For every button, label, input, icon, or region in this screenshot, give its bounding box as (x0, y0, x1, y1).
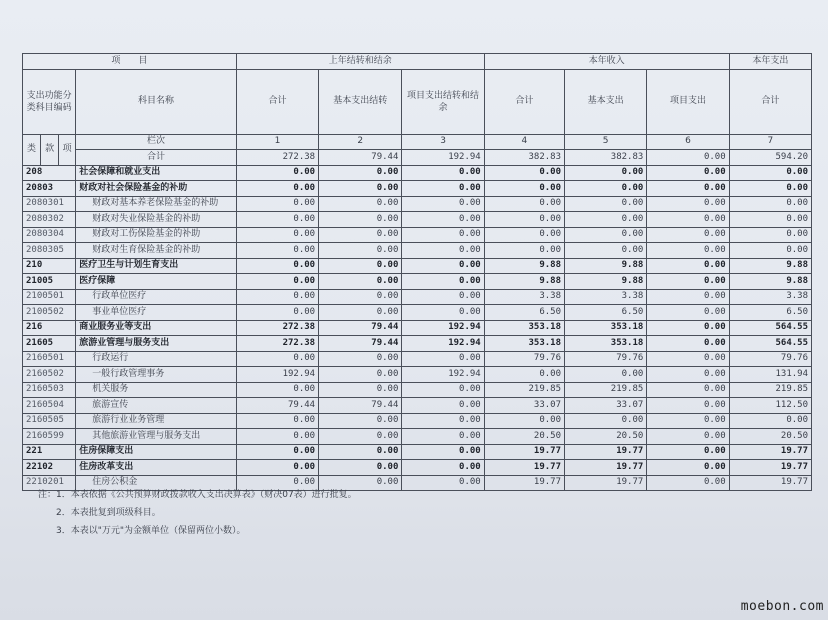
row-name: 旅游业管理与服务支出 (76, 336, 237, 352)
row-value: 0.00 (236, 444, 318, 460)
row-value: 192.94 (402, 336, 484, 352)
row-value: 0.00 (402, 212, 484, 228)
row-code: 21605 (23, 336, 76, 352)
table-row (23, 196, 812, 212)
row-value: 192.94 (402, 320, 484, 336)
row-value: 0.00 (729, 243, 811, 259)
row-value: 0.00 (729, 413, 811, 429)
row-value: 0.00 (484, 196, 564, 212)
total-label: 合计 (76, 150, 237, 166)
row-value: 79.76 (729, 351, 811, 367)
row-name: 财政对生育保险基金的补助 (76, 243, 237, 259)
row-value: 0.00 (236, 351, 318, 367)
row-value: 19.77 (484, 475, 564, 491)
header-col-5: 基本支出 (565, 69, 647, 134)
row-value: 131.94 (729, 367, 811, 383)
row-value: 0.00 (484, 227, 564, 243)
row-value: 0.00 (402, 351, 484, 367)
row-value: 0.00 (402, 305, 484, 321)
total-cell: 192.94 (402, 150, 484, 166)
row-value: 0.00 (647, 196, 729, 212)
row-value: 79.44 (319, 398, 402, 414)
row-value: 0.00 (647, 181, 729, 197)
row-value: 0.00 (402, 243, 484, 259)
table-row (23, 165, 812, 181)
row-value: 0.00 (565, 196, 647, 212)
row-value: 0.00 (319, 212, 402, 228)
row-name: 医疗保障 (76, 274, 237, 290)
row-value: 0.00 (647, 444, 729, 460)
table-row (23, 227, 812, 243)
row-name: 一般行政管理事务 (76, 367, 237, 383)
header-col-2: 基本支出结转 (319, 69, 402, 134)
row-value: 6.50 (729, 305, 811, 321)
row-value: 0.00 (402, 460, 484, 476)
row-value: 0.00 (402, 413, 484, 429)
table-row (23, 181, 812, 197)
header-income: 本年收入 (484, 54, 729, 70)
col-num-5: 5 (565, 134, 647, 150)
row-value: 79.44 (236, 398, 318, 414)
row-value: 0.00 (647, 320, 729, 336)
table-row (23, 336, 812, 352)
row-value: 0.00 (236, 429, 318, 445)
row-value: 0.00 (402, 475, 484, 491)
row-name: 住房公积金 (76, 475, 237, 491)
row-value: 19.77 (484, 444, 564, 460)
row-value: 0.00 (319, 227, 402, 243)
row-value: 0.00 (647, 243, 729, 259)
col-num-3: 3 (402, 134, 484, 150)
row-value: 0.00 (484, 413, 564, 429)
row-value: 0.00 (319, 460, 402, 476)
row-code: 221 (23, 444, 76, 460)
row-value: 0.00 (319, 243, 402, 259)
table-row (23, 258, 812, 274)
row-value: 0.00 (319, 367, 402, 383)
table-row (23, 243, 812, 259)
row-value: 0.00 (236, 243, 318, 259)
row-value: 0.00 (729, 227, 811, 243)
row-value: 0.00 (729, 196, 811, 212)
table-row (23, 444, 812, 460)
row-value: 0.00 (236, 413, 318, 429)
row-value: 0.00 (565, 212, 647, 228)
row-code: 2100501 (23, 289, 76, 305)
notes (38, 486, 357, 540)
row-name: 旅游宣传 (76, 398, 237, 414)
row-value: 0.00 (647, 227, 729, 243)
row-value: 353.18 (484, 336, 564, 352)
row-value: 0.00 (565, 165, 647, 181)
row-value: 0.00 (402, 165, 484, 181)
row-value: 0.00 (647, 367, 729, 383)
row-value: 0.00 (402, 227, 484, 243)
row-value: 0.00 (402, 181, 484, 197)
row-value: 0.00 (236, 196, 318, 212)
header-col-7: 合计 (729, 69, 811, 134)
row-code: 21005 (23, 274, 76, 290)
row-name: 旅游行业业务管理 (76, 413, 237, 429)
row-value: 0.00 (647, 475, 729, 491)
row-value: 33.07 (484, 398, 564, 414)
row-value: 19.77 (565, 444, 647, 460)
row-value: 564.55 (729, 336, 811, 352)
row-code: 2080302 (23, 212, 76, 228)
row-value: 0.00 (647, 460, 729, 476)
table-row (23, 367, 812, 383)
col-num-2: 2 (319, 134, 402, 150)
row-value: 0.00 (236, 475, 318, 491)
row-value: 79.44 (319, 320, 402, 336)
row-code: 2160505 (23, 413, 76, 429)
row-value: 0.00 (647, 336, 729, 352)
row-value: 19.77 (484, 460, 564, 476)
row-code: 2160502 (23, 367, 76, 383)
row-name: 住房改革支出 (76, 460, 237, 476)
budget-table (22, 53, 812, 491)
row-name: 财政对失业保险基金的补助 (76, 212, 237, 228)
row-value: 0.00 (647, 258, 729, 274)
table-row (23, 413, 812, 429)
row-value: 79.44 (319, 336, 402, 352)
row-value: 0.00 (236, 212, 318, 228)
row-code: 2160503 (23, 382, 76, 398)
row-value: 20.50 (484, 429, 564, 445)
row-value: 0.00 (319, 382, 402, 398)
header-code-label: 支出功能分类科目编码 (23, 69, 76, 134)
row-value: 0.00 (484, 212, 564, 228)
note-line: 3．本表以"万元"为金额单位（保留两位小数）。 (56, 526, 246, 536)
row-value: 272.38 (236, 336, 318, 352)
row-code: 210 (23, 258, 76, 274)
table-row (23, 398, 812, 414)
row-value: 0.00 (402, 398, 484, 414)
row-value: 0.00 (402, 289, 484, 305)
row-value: 0.00 (565, 181, 647, 197)
row-value: 19.77 (729, 444, 811, 460)
row-name: 财政对社会保险基金的补助 (76, 181, 237, 197)
row-value: 192.94 (236, 367, 318, 383)
row-value: 9.88 (484, 258, 564, 274)
row-value: 0.00 (565, 367, 647, 383)
row-value: 0.00 (319, 429, 402, 445)
row-code: 2160501 (23, 351, 76, 367)
row-value: 19.77 (565, 475, 647, 491)
row-code: 216 (23, 320, 76, 336)
row-value: 3.38 (729, 289, 811, 305)
row-value: 353.18 (565, 336, 647, 352)
row-value: 0.00 (729, 212, 811, 228)
row-code: 208 (23, 165, 76, 181)
row-code: 2160599 (23, 429, 76, 445)
row-value: 0.00 (484, 367, 564, 383)
row-value: 9.88 (484, 274, 564, 290)
row-value: 0.00 (319, 181, 402, 197)
row-value: 0.00 (647, 165, 729, 181)
row-name: 医疗卫生与计划生育支出 (76, 258, 237, 274)
row-value: 0.00 (236, 382, 318, 398)
table-row (23, 460, 812, 476)
header-last-year: 上年结转和结余 (236, 54, 484, 70)
row-value: 9.88 (729, 258, 811, 274)
header-expense: 本年支出 (729, 54, 811, 70)
row-value: 219.85 (484, 382, 564, 398)
row-value: 0.00 (236, 274, 318, 290)
row-value: 564.55 (729, 320, 811, 336)
row-value: 0.00 (319, 165, 402, 181)
row-code: 2210201 (23, 475, 76, 491)
table-row (23, 382, 812, 398)
header-xiang: 项 (59, 134, 76, 165)
header-xiangmu: 项 目 (23, 54, 237, 70)
row-value: 112.50 (729, 398, 811, 414)
row-value: 3.38 (484, 289, 564, 305)
table-row (23, 429, 812, 445)
row-code: 2160504 (23, 398, 76, 414)
row-name: 社会保障和就业支出 (76, 165, 237, 181)
row-value: 3.38 (565, 289, 647, 305)
row-value: 0.00 (319, 196, 402, 212)
row-value: 0.00 (402, 258, 484, 274)
row-value: 0.00 (647, 351, 729, 367)
row-value: 272.38 (236, 320, 318, 336)
row-value: 9.88 (729, 274, 811, 290)
row-value: 0.00 (236, 227, 318, 243)
row-code: 2080304 (23, 227, 76, 243)
row-value: 0.00 (402, 274, 484, 290)
row-value: 0.00 (647, 398, 729, 414)
watermark: moebon.com (740, 599, 824, 614)
col-num-7: 7 (729, 134, 811, 150)
row-value: 192.94 (402, 367, 484, 383)
row-value: 0.00 (484, 165, 564, 181)
row-value: 219.85 (729, 382, 811, 398)
row-value: 20.50 (565, 429, 647, 445)
row-value: 6.50 (565, 305, 647, 321)
header-lanci: 栏次 (76, 134, 237, 150)
row-value: 0.00 (402, 196, 484, 212)
row-value: 0.00 (565, 243, 647, 259)
row-code: 2080305 (23, 243, 76, 259)
total-cell: 272.38 (236, 150, 318, 166)
row-value: 20.50 (729, 429, 811, 445)
table-row (23, 212, 812, 228)
table-row (23, 351, 812, 367)
row-code: 22102 (23, 460, 76, 476)
total-cell: 382.83 (565, 150, 647, 166)
row-value: 19.77 (565, 460, 647, 476)
col-num-6: 6 (647, 134, 729, 150)
header-col-3: 项目支出结转和结余 (402, 69, 484, 134)
row-value: 0.00 (402, 444, 484, 460)
row-value: 0.00 (647, 413, 729, 429)
row-value: 0.00 (565, 413, 647, 429)
row-value: 0.00 (647, 212, 729, 228)
row-value: 0.00 (319, 274, 402, 290)
row-value: 79.76 (565, 351, 647, 367)
row-value: 6.50 (484, 305, 564, 321)
note-line: 2．本表批复到项级科目。 (56, 508, 161, 518)
row-value: 0.00 (319, 444, 402, 460)
row-value: 0.00 (402, 382, 484, 398)
row-name: 财政对基本养老保险基金的补助 (76, 196, 237, 212)
row-name: 住房保障支出 (76, 444, 237, 460)
row-value: 0.00 (647, 305, 729, 321)
row-name: 财政对工伤保险基金的补助 (76, 227, 237, 243)
row-value: 0.00 (236, 305, 318, 321)
row-name: 机关服务 (76, 382, 237, 398)
header-lei: 类 (23, 134, 41, 165)
row-code: 2080301 (23, 196, 76, 212)
row-name: 事业单位医疗 (76, 305, 237, 321)
row-code: 20803 (23, 181, 76, 197)
row-value: 0.00 (319, 475, 402, 491)
row-value: 0.00 (647, 429, 729, 445)
row-value: 0.00 (647, 382, 729, 398)
row-value: 0.00 (236, 181, 318, 197)
row-value: 0.00 (729, 165, 811, 181)
header-name-label: 科目名称 (76, 69, 237, 134)
row-name: 商业服务业等支出 (76, 320, 237, 336)
row-name: 其他旅游业管理与服务支出 (76, 429, 237, 445)
row-value: 0.00 (236, 289, 318, 305)
total-cell: 0.00 (647, 150, 729, 166)
total-row (23, 150, 812, 166)
table-row (23, 289, 812, 305)
row-value: 353.18 (484, 320, 564, 336)
col-num-4: 4 (484, 134, 564, 150)
row-value: 19.77 (729, 475, 811, 491)
table-row (23, 305, 812, 321)
row-value: 0.00 (484, 243, 564, 259)
row-value: 19.77 (729, 460, 811, 476)
row-value: 0.00 (565, 227, 647, 243)
table-row (23, 320, 812, 336)
row-value: 0.00 (319, 351, 402, 367)
total-cell: 382.83 (484, 150, 564, 166)
header-kuan: 款 (41, 134, 59, 165)
row-name: 行政单位医疗 (76, 289, 237, 305)
row-value: 219.85 (565, 382, 647, 398)
row-value: 0.00 (236, 460, 318, 476)
row-value: 0.00 (402, 429, 484, 445)
row-value: 33.07 (565, 398, 647, 414)
row-value: 0.00 (729, 181, 811, 197)
row-value: 0.00 (319, 258, 402, 274)
row-value: 9.88 (565, 274, 647, 290)
total-cell: 79.44 (319, 150, 402, 166)
header-col-1: 合计 (236, 69, 318, 134)
row-value: 0.00 (236, 165, 318, 181)
header-col-6: 项目支出 (647, 69, 729, 134)
col-num-1: 1 (236, 134, 318, 150)
header-col-4: 合计 (484, 69, 564, 134)
row-value: 79.76 (484, 351, 564, 367)
row-value: 0.00 (319, 305, 402, 321)
row-value: 0.00 (236, 258, 318, 274)
row-value: 0.00 (647, 274, 729, 290)
table-row (23, 274, 812, 290)
total-cell: 594.20 (729, 150, 811, 166)
row-value: 9.88 (565, 258, 647, 274)
row-value: 0.00 (319, 289, 402, 305)
row-code: 2100502 (23, 305, 76, 321)
row-value: 0.00 (647, 289, 729, 305)
row-value: 353.18 (565, 320, 647, 336)
note-line: 注：1．本表依据《公共预算财政拨款收入支出决算表》（财决07表）进行批复。 (38, 490, 357, 500)
row-name: 行政运行 (76, 351, 237, 367)
row-value: 0.00 (319, 413, 402, 429)
row-value: 0.00 (484, 181, 564, 197)
